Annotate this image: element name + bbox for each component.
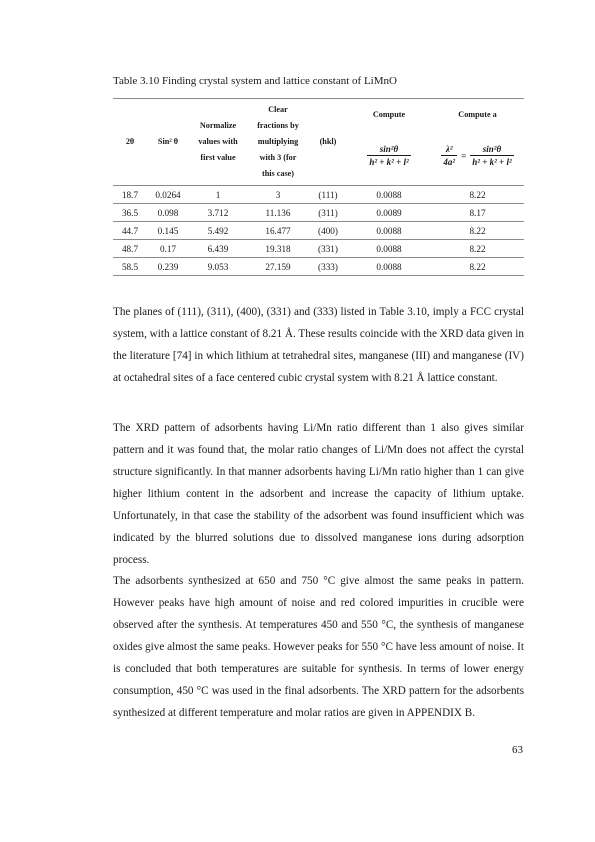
lambda-fraction: $\frac{\text{λ²}}{\text{4a²}}$	[443, 144, 456, 167]
header-clear-fractions: Clear fractions by multiplying with 3 (for this case)	[247, 99, 309, 186]
table-caption: Table 3.10 Finding crystal system and lattice constant of LiMnO	[113, 75, 397, 87]
sin-fraction: $\frac{\text{sin²θ}}{\text{h² + k² + l²}}$	[472, 144, 512, 167]
header-normalize: Normalize values with first value	[189, 99, 247, 186]
header-sin2: Sin² θ	[147, 99, 189, 186]
paragraph-li-mn-ratio: The XRD pattern of adsorbents having Li/Mn ratio different than 1 also gives similar pattern and it was found that, the molar ratio changes of Li/Mn does not affect the cyrstal structure significantly. In that manner adsorbents having Li/Mn ratio higher than 1 can give higher lithium content in the adsorbent and increase the capacity of lithium uptake. Unfortunately, in that case the stability of the adsorbent was found insufficient which was indicated by the blurred solutions due to dissolved manganese ions during adsorption process.	[113, 422, 524, 566]
table-row: 36.5 0.098 3.712 11.136 (311) 0.0089 8.17	[113, 204, 524, 222]
header-2theta: 2θ	[113, 99, 147, 186]
table-row: 58.5 0.239 9.053 27.159 (333) 0.0088 8.22	[113, 258, 524, 276]
table-header-row	[113, 99, 524, 186]
page-number: 63	[512, 744, 523, 756]
lattice-table	[113, 98, 524, 276]
header-compute: Compute $\frac{\text{sin²θ}}{\text{h² + k² + l²}}$	[347, 99, 431, 186]
paragraph-lattice-result: The planes of (111), (311), (400), (331) and (333) listed in Table 3.10, imply a FCC crystal system, with a lattice constant of 8.21 Å. These results coincide with the XRD data given in the literature [74] in which lithium at tetrahedral sites, manganese (III) and manganese (IV) at octahedral sites of a face centered cubic crystal system with 8.21 Å lattice constant.	[113, 306, 524, 384]
table-row: 18.7 0.0264 1 3 (111) 0.0088 8.22	[113, 186, 524, 204]
table-row: 48.7 0.17 6.439 19.318 (331) 0.0088 8.22	[113, 240, 524, 258]
paragraph-synthesis-temperature: The adsorbents synthesized at 650 and 750 °C give almost the same peaks in pattern. However peaks have high amount of noise and red colored impurities in crucible were observed after the synthesis. At temperatures 450 and 550 °C, the synthesis of manganese oxides give almost the same peaks. However peaks for 550 °C have less amount of noise. It is concluded that both temperatures are suitable for synthesis. In terms of lower energy consumption, 450 °C was used in the final adsorbents. The XRD pattern for the adsorbents synthesized at different temperature and molar ratios are given in APPENDIX B.	[113, 575, 524, 719]
header-hkl: (hkl)	[309, 99, 347, 186]
formula-fraction: $\frac{\text{sin²θ}}{\text{h² + k² + l²}}$	[369, 144, 409, 167]
table-row: 44.7 0.145 5.492 16.477 (400) 0.0088 8.22	[113, 222, 524, 240]
header-compute-a: Compute a $\frac{\text{λ²}}{\text{4a²}}$ = $\frac{\text{sin²θ}}{\text{h² + k² + l²}}$	[431, 99, 524, 186]
